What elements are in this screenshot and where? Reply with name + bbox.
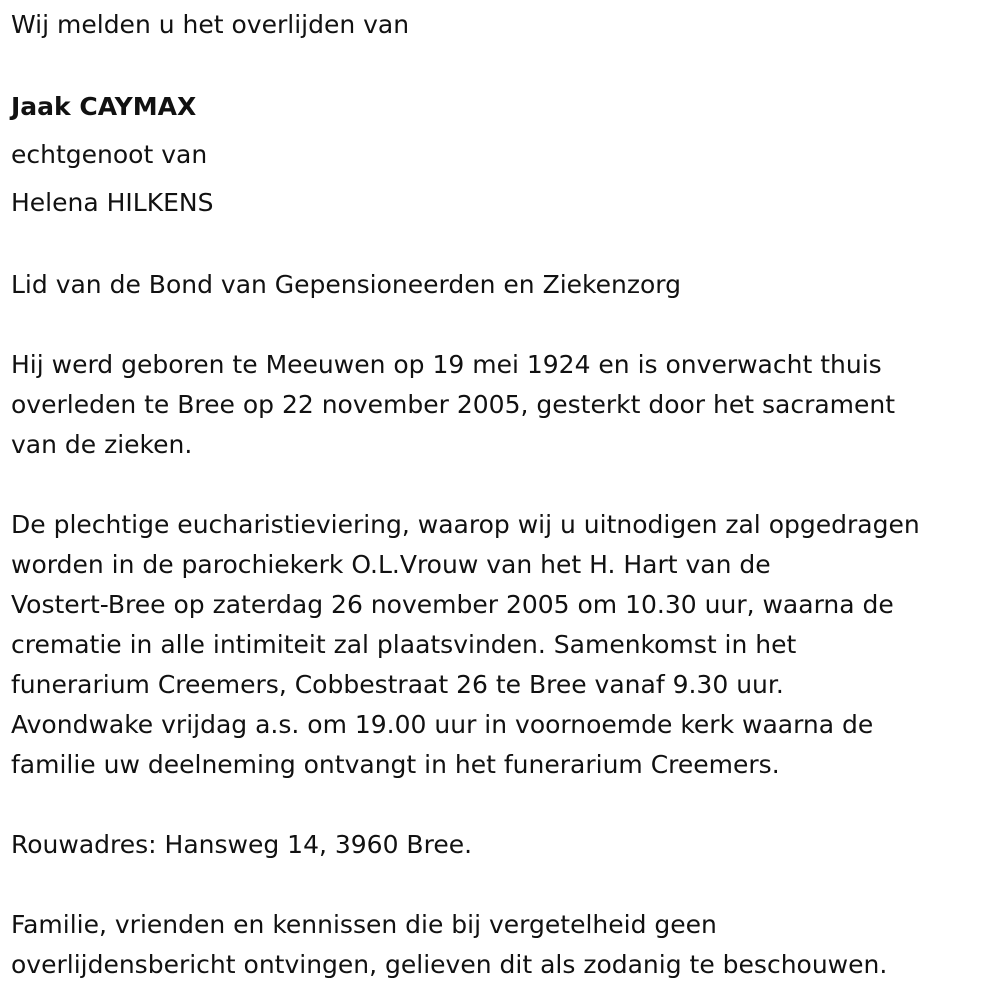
paragraph-line: van de zieken. bbox=[11, 430, 193, 459]
paragraph-line: Vostert-Bree op zaterdag 26 november 2005 om 10.30 uur, waarna de bbox=[11, 590, 894, 619]
paragraph-line: Familie, vrienden en kennissen die bij vergetelheid geen bbox=[11, 910, 717, 939]
service-paragraph bbox=[11, 505, 986, 785]
relation-text: echtgenoot van bbox=[11, 140, 208, 169]
obituary-notice bbox=[11, 0, 986, 985]
paragraph-line: funerarium Creemers, Cobbestraat 26 te Bree vanaf 9.30 uur. bbox=[11, 670, 784, 699]
spouse-name: Helena HILKENS bbox=[11, 188, 214, 217]
paragraph-line: crematie in alle intimiteit zal plaatsvinden. Samenkomst in het bbox=[11, 630, 797, 659]
paragraph-line: familie uw deelneming ontvangt in het funerarium Creemers. bbox=[11, 750, 780, 779]
membership-text: Lid van de Bond van Gepensioneerden en Ziekenzorg bbox=[11, 270, 681, 299]
deceased-name: Jaak CAYMAX bbox=[11, 92, 197, 121]
paragraph-line: Avondwake vrijdag a.s. om 19.00 uur in voornoemde kerk waarna de bbox=[11, 710, 874, 739]
birth-paragraph bbox=[11, 345, 986, 465]
intro-text: Wij melden u het overlijden van bbox=[11, 10, 410, 39]
paragraph-line: Hij werd geboren te Meeuwen op 19 mei 1924 en is onverwacht thuis bbox=[11, 350, 882, 379]
address-text: Rouwadres: Hansweg 14, 3960 Bree. bbox=[11, 830, 473, 859]
paragraph-line: overlijdensbericht ontvingen, gelieven dit als zodanig te beschouwen. bbox=[11, 950, 888, 979]
closing-paragraph bbox=[11, 905, 986, 985]
paragraph-line: overleden te Bree op 22 november 2005, gesterkt door het sacrament bbox=[11, 390, 896, 419]
paragraph-line: worden in de parochiekerk O.L.Vrouw van het H. Hart van de bbox=[11, 550, 771, 579]
paragraph-line: De plechtige eucharistieviering, waarop wij u uitnodigen zal opgedragen bbox=[11, 510, 920, 539]
